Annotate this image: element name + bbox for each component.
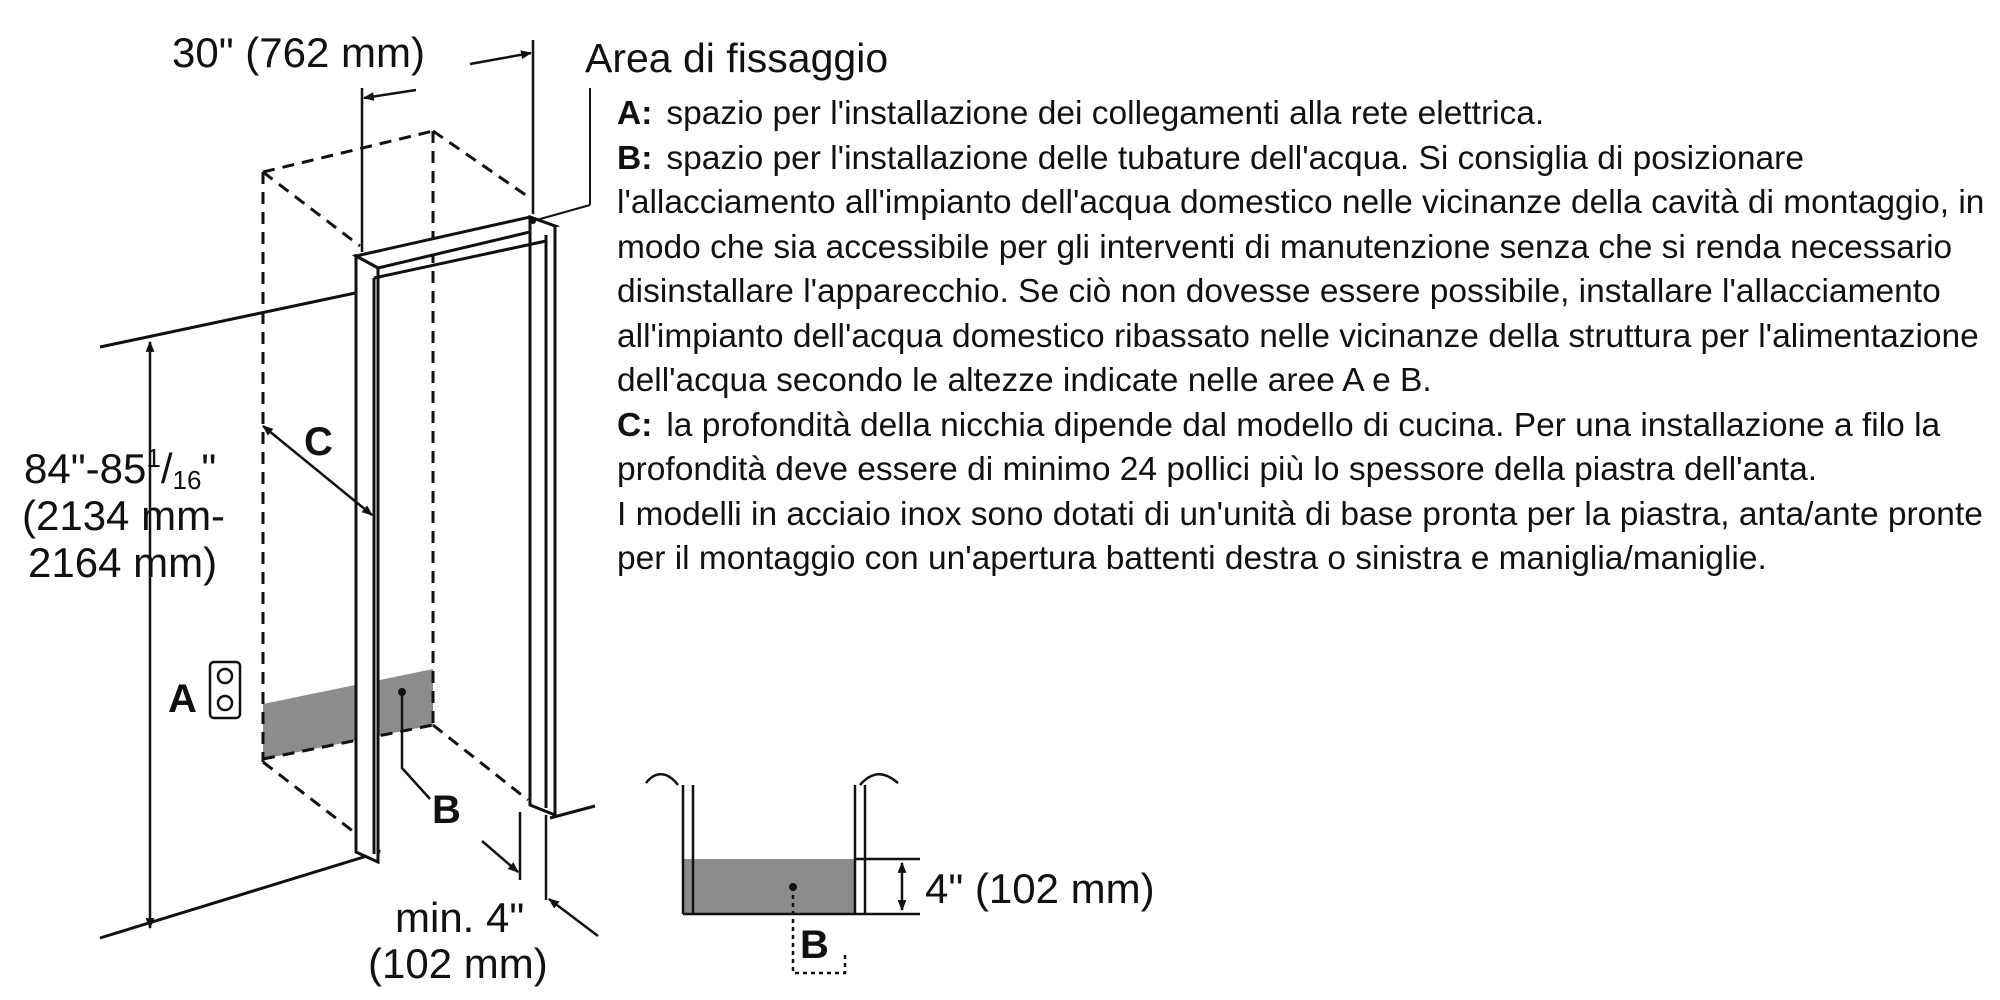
label-b: B: [432, 788, 461, 832]
label-a: A: [168, 677, 197, 721]
appliance-panel: [356, 217, 555, 862]
section-label-b: B: [800, 923, 829, 967]
min-gap-label-line1: min. 4": [395, 894, 525, 941]
legend-item-c: [617, 404, 1992, 493]
legend-item-a: [617, 92, 1992, 137]
legend-text-b: spazio per l'installazione delle tubature dell'acqua. Si consiglia di posizionare l'allacciamento all'impianto dell'acqua domestico nelle vicinanze della cavità di montaggio, in modo che sia accessibile per gli interventi di manutenzione senza che si renda necessario disinstallare l'apparecchio. Se ciò non dovesse essere possibile, installare l'allacciamento all'impianto dell'acqua domestico ribassato nelle vicinanze della struttura per l'alimentazione dell'acqua secondo le altezze indicate nelle aree A e B.: [617, 139, 1985, 399]
fixing-area-leader: [533, 205, 590, 221]
min-gap-label-line2: (102 mm): [368, 940, 548, 987]
height-dimension-label: $84"-85^1/16$": [24, 443, 217, 495]
section-water-zone-shading: [683, 859, 855, 914]
legend-key-c: C:: [617, 406, 653, 444]
height-dimension-label-line3: 2164 mm): [28, 539, 218, 586]
label-c: C: [304, 420, 333, 464]
zone-height-label: 4" (102 mm): [925, 865, 1155, 912]
legend: [617, 92, 1992, 582]
electrical-outlet-icon: [210, 662, 240, 718]
water-zone-b-shading: [263, 669, 433, 759]
height-dimension-label-line2: (2134 mm-: [22, 492, 226, 539]
legend-key-b: B:: [617, 139, 653, 177]
fixing-area-label: Area di fissaggio: [585, 35, 889, 81]
legend-key-a: A:: [617, 95, 653, 132]
legend-text-a: spazio per l'installazione dei collegamenti alla rete elettrica.: [666, 95, 1545, 132]
width-dimension-label: 30" (762 mm): [172, 29, 425, 76]
legend-text-c: la profondità della nicchia dipende dal modello di cucina. Per una installazione a filo la profondità deve essere di minimo 24 pollici più lo spessore della piastra dell'anta.: [617, 406, 1941, 488]
legend-item-b: [617, 137, 1992, 404]
legend-note: I modelli in acciaio inox sono dotati di un'unità di base pronta per la piastra, anta/ante pronte per il montaggio con un'apertura battenti destra o sinistra e maniglia/maniglie.: [617, 495, 1983, 577]
